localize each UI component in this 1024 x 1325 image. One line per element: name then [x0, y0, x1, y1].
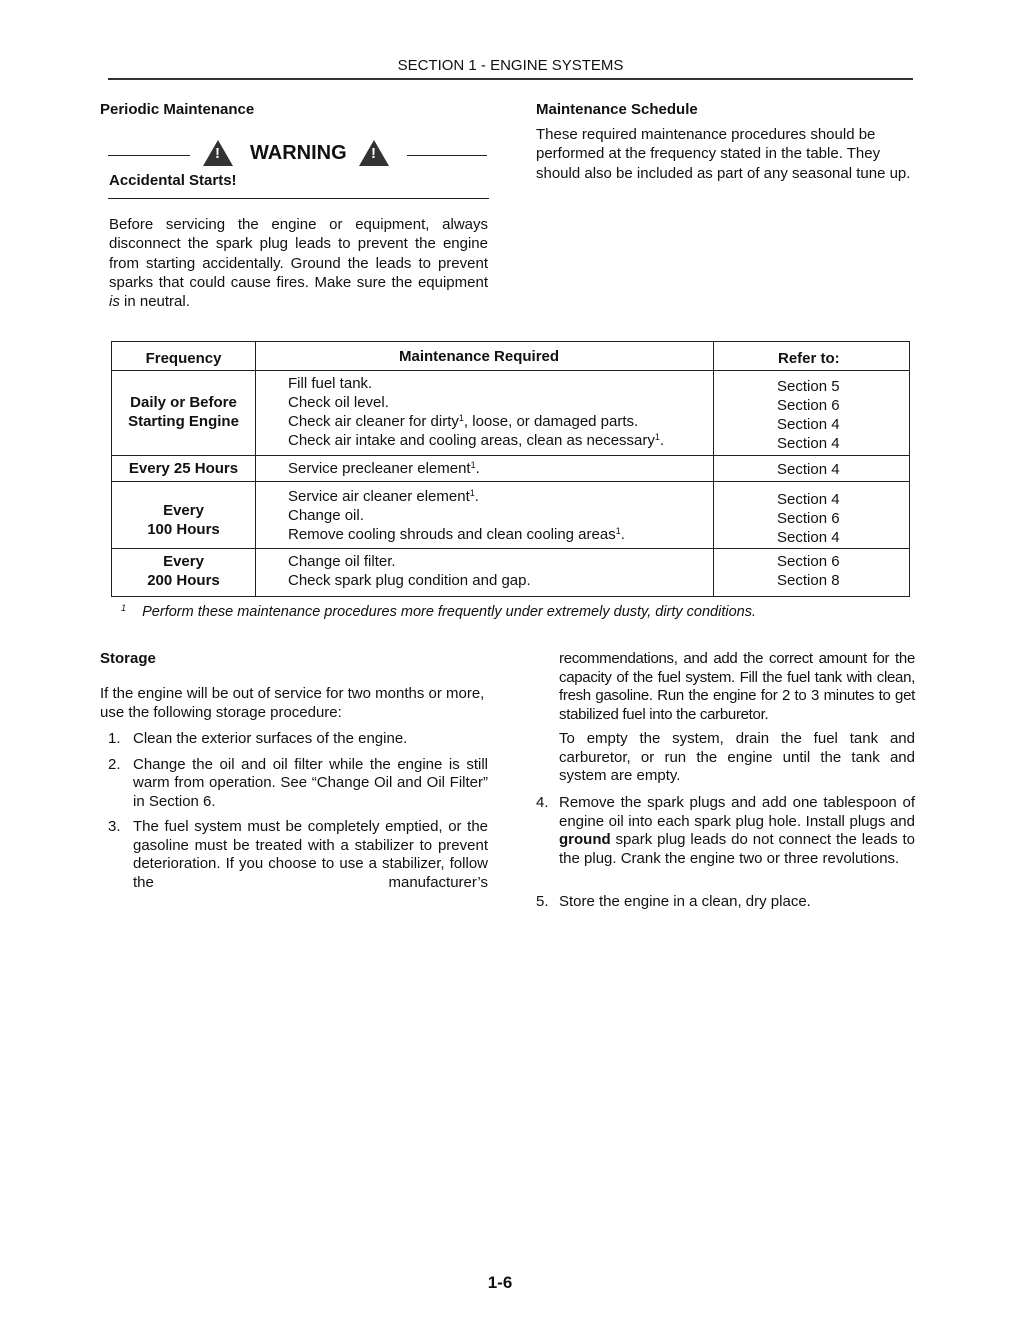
maintenance-table: [111, 341, 910, 597]
step5-number: 5.: [536, 893, 549, 910]
table-header-frequency: Frequency: [145, 350, 222, 367]
storage-intro: If the engine will be out of service for two months or more, use the following storage procedure:: [100, 685, 485, 721]
periodic-maintenance-heading: Periodic Maintenance: [100, 101, 255, 118]
table-row-frequency: Daily or Before Starting Engine: [128, 394, 239, 430]
table-row-refs: Section 6 Section 8: [777, 553, 840, 589]
table-row-tasks: Fill fuel tank. Check oil level. Check air cleaner for dirty$^1$, loose, or damaged parts. Check air intake and cooling areas, clean as necessary$^1$.: [288, 375, 665, 449]
page-number: 1-6: [487, 1273, 513, 1292]
table-row-frequency: Every 25 Hours: [128, 460, 239, 477]
warning-body: Before servicing the engine or equipment, always disconnect the spark plug leads to prevent the engine from starting accidentally. Ground the leads to prevent sparks that could cause fires. Make sure the equipment is in neutral.: [109, 216, 488, 311]
list-item: 1. Clean the exterior surfaces of the engine.: [108, 730, 408, 747]
accidental-starts-heading: Accidental Starts!: [109, 172, 237, 189]
table-row-refs: Section 4: [777, 461, 840, 478]
table-row-refs: Section 4 Section 6 Section 4: [777, 491, 840, 546]
table-row-tasks: Service precleaner element$^1$.: [288, 460, 480, 477]
table-header-maintenance: Maintenance Required: [399, 348, 560, 365]
warning-triangle-icon-left: !: [203, 140, 233, 166]
step3-continued: recommendations, and add the correct amount for the capacity of the fuel system. Fill the fuel tank with clean, fresh gasoline. Run the engine for 2 to 3 minutes to get stabilized fuel into the carburetor.: [559, 650, 915, 723]
maintenance-schedule-body: These required maintenance procedures should be performed at the frequency stated in the table. They should also be included as part of any seasonal tune up.: [536, 126, 911, 182]
list-item: 2. Change the oil and oil filter while the engine is still warm from operation. See “Change Oil and Oil Filter” in Section 6.: [108, 755, 488, 810]
step3-paragraph2: To empty the system, drain the fuel tank and carburetor, or run the engine until the tank and system are empty.: [559, 730, 915, 784]
warning-rule-left: [108, 155, 190, 156]
table-row-refs: Section 5 Section 6 Section 4 Section 4: [777, 378, 840, 452]
table-row-tasks: Change oil filter. Check spark plug condition and gap.: [288, 553, 531, 589]
maintenance-schedule-heading: Maintenance Schedule: [536, 101, 698, 118]
header-rule: [108, 78, 913, 80]
section-header: SECTION 1 - ENGINE SYSTEMS: [397, 57, 624, 74]
table-row-frequency: Every 100 Hours: [147, 502, 220, 538]
warning-rule-right: [407, 155, 487, 156]
table-row-tasks: Service air cleaner element$^1$. Change oil. Remove cooling shrouds and clean cooling areas$^1$.: [288, 488, 625, 543]
warning-label: WARNING: [250, 142, 347, 164]
step4-text: Remove the spark plugs and add one tablespoon of engine oil into each spark plug hole. Install plugs and ground spark plug leads do not connect the leads to the plug. Crank the engine two or three revolutions.: [559, 794, 915, 867]
list-item: 3. The fuel system must be completely emptied, or the gasoline must be treated with a stabilizer to prevent deterioration. If you choose to use a stabilizer, follow the manufacturer’s: [108, 818, 488, 891]
step4-number: 4.: [536, 794, 549, 811]
storage-heading: Storage: [100, 650, 156, 667]
table-header-refer: Refer to:: [778, 350, 840, 367]
storage-steps: [100, 730, 488, 899]
table-footnote: $^1$ Perform these maintenance procedures more frequently under extremely dusty, dirty conditions.: [121, 603, 757, 620]
step5-text: Store the engine in a clean, dry place.: [559, 893, 811, 910]
warning-triangle-icon-right: !: [359, 140, 389, 166]
warning-divider: [108, 198, 489, 199]
table-row-frequency: Every 200 Hours: [147, 553, 220, 589]
